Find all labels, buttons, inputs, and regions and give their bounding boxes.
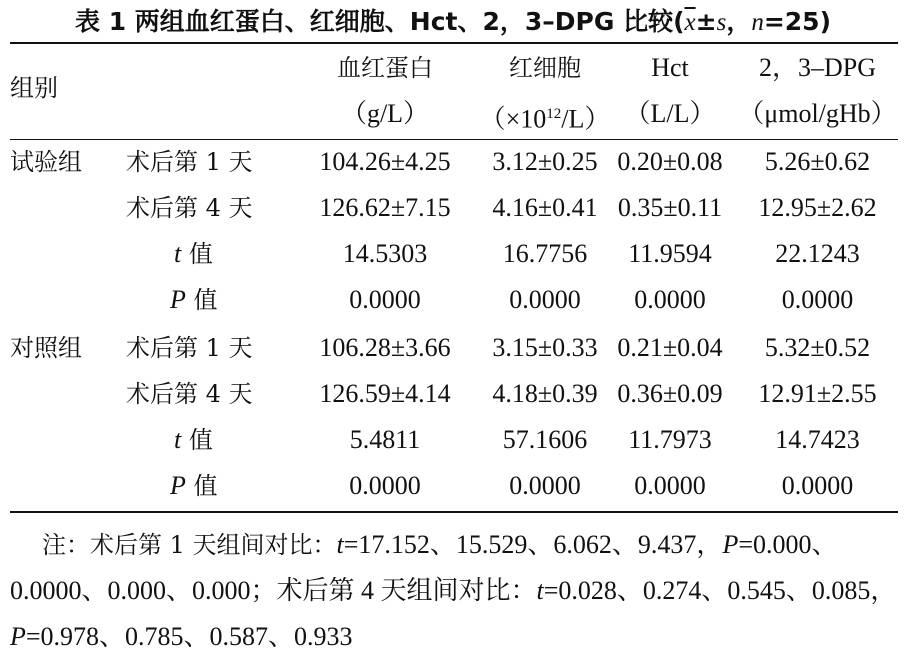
row-label: 术后第 1 天 [126,148,253,176]
group-name-trial: 试验组 [10,148,82,176]
note-stat-t: t [336,530,344,559]
cell-value: 0.0000 [349,471,421,500]
table-note-line-2 [10,568,900,614]
cell-value: 14.7423 [775,425,860,454]
cell-value: 16.7756 [502,239,588,268]
row-label-stat: P [170,285,186,314]
caption-stat-eq: =25 [763,7,820,36]
header-col-hemoglobin-unit: （g/L） [340,99,430,128]
note-stat-p: P [10,622,26,651]
cell-value: 11.7973 [628,425,712,454]
row-label: 术后第 1 天 [126,334,253,362]
row-label: 术后第 4 天 [126,380,253,408]
rbc-unit-sup: 12 [546,106,562,122]
rbc-unit-post: /L） [561,104,611,134]
note-stat-p: P [722,530,739,559]
cell-value: 0.21±0.04 [617,333,723,362]
caption-stat-sep: ， [726,7,752,36]
caption-stat-pm: ± [695,7,717,36]
row-label [170,470,218,502]
cell-value: 0.0000 [634,285,706,314]
caption-paren-open: ( [673,7,685,36]
row-label-stat: P [170,471,186,500]
note-values: =0.978、0.785、0.587、0.933 [25,622,353,651]
table-header-rule [10,139,898,140]
cell-value: 12.95±2.62 [758,193,877,222]
cell-value: 126.62±7.15 [319,193,451,222]
table-caption [0,6,906,39]
cell-value: 0.0000 [781,471,854,500]
note-values: =17.152、15.529、6.062、9.437， [343,530,723,559]
cell-value: 0.36±0.09 [617,379,723,408]
row-label [174,424,213,456]
caption-paren-close: ) [819,7,832,36]
caption-main: 表 1 两组血红蛋白、红细胞、Hct、2，3–DPG 比较 [74,7,674,36]
cell-value: 57.1606 [502,425,588,454]
header-group-label: 组别 [10,74,58,102]
table-bottom-rule [10,511,898,513]
cell-value: 126.59±4.14 [319,379,451,408]
cell-value: 5.4811 [349,425,421,454]
row-label: 术后第 4 天 [126,194,253,222]
cell-value: 22.1243 [775,239,860,268]
cell-value: 0.0000 [349,285,421,314]
table-note-line-3 [10,614,900,660]
cell-value: 0.35±0.11 [617,193,723,222]
cell-value: 4.18±0.39 [492,379,598,408]
cell-value: 3.15±0.33 [492,333,598,362]
header-col-hemoglobin: 血红蛋白 [337,54,433,82]
cell-value: 106.28±3.66 [319,333,451,362]
cell-value: 11.9594 [628,239,712,268]
cell-value: 5.32±0.52 [764,333,871,362]
header-col-dpg: 2，3–DPG [758,53,876,82]
table-top-rule [10,42,898,44]
cell-value: 0.0000 [781,285,854,314]
note-values: =0.000、 [738,530,838,559]
cell-value: 0.0000 [509,285,581,314]
header-col-hct-unit: （L/L） [624,99,716,128]
note-text: 注：术后第 1 天组间对比： [42,531,337,559]
caption-stat-s: s [716,9,727,36]
header-col-rbc: 红细胞 [509,54,581,82]
row-label-stat: t [174,425,182,454]
row-label-stat: t [174,239,182,268]
cell-value: 0.0000 [509,471,581,500]
row-label-rest: 值 [181,240,213,268]
header-col-dpg-unit: （μmol/gHb） [738,99,897,128]
note-values: =0.028、0.274、0.545、0.085， [543,576,897,605]
note-stat-t: t [536,576,544,605]
cell-value: 104.26±4.25 [319,147,451,176]
cell-value: 14.5303 [342,239,428,268]
cell-value: 4.16±0.41 [492,193,598,222]
rbc-unit-pre: （×10 [479,104,547,134]
row-label-rest: 值 [185,472,218,500]
row-label [174,238,213,270]
cell-value: 0.20±0.08 [617,147,723,176]
row-label-rest: 值 [181,426,213,454]
row-label [170,284,218,316]
table-note-line-1 [42,522,900,568]
group-name-control: 对照组 [10,334,82,362]
header-col-hct: Hct [651,53,689,82]
row-label-rest: 值 [185,286,218,314]
cell-value: 12.91±2.55 [758,379,877,408]
caption-stat-x: $\overline{x}$ [684,9,696,36]
cell-value: 3.12±0.25 [492,147,598,176]
note-values: 0.0000、0.000、0.000；术后第 4 天组间对比： [10,576,537,605]
cell-value: 5.26±0.62 [764,147,871,176]
caption-stat-n: n [751,9,764,36]
cell-value: 0.0000 [634,471,706,500]
